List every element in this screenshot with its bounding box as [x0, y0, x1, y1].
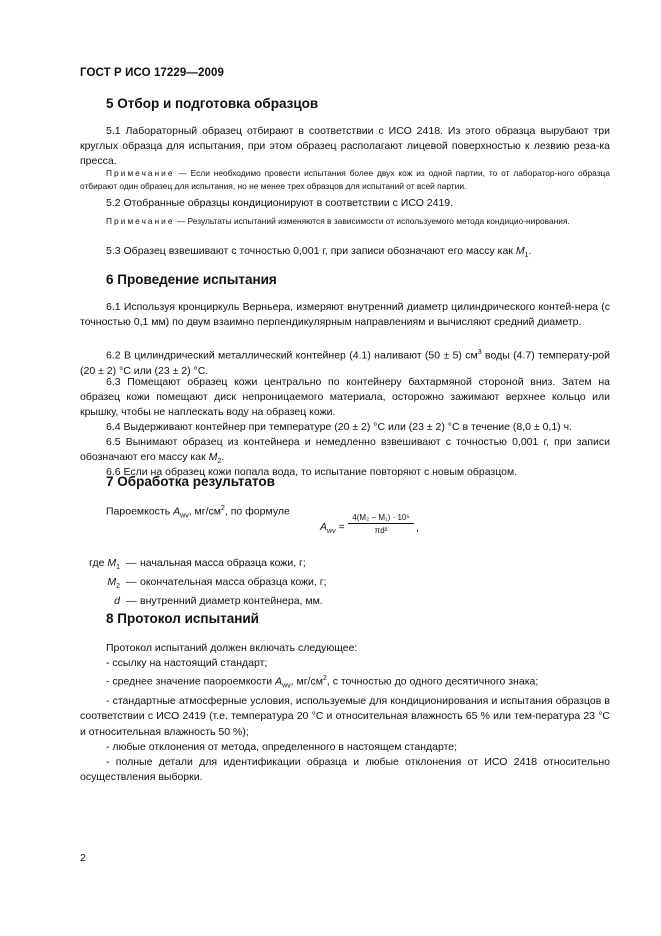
- item-text: , с точностью до одного десятичного знака;: [326, 675, 539, 688]
- section-6-title: 6 Проведение испытания: [106, 272, 277, 287]
- formula-fraction: [348, 513, 414, 535]
- symbol: M: [107, 557, 117, 569]
- dash: —: [126, 595, 137, 608]
- symbol-sub: 2: [116, 583, 120, 591]
- symbol: M: [107, 576, 117, 589]
- equals-sign: =: [335, 521, 345, 533]
- note-label: Примечание: [106, 168, 175, 178]
- para-6-6: 6.6 Если на образец кожи попала вода, то испытание повторяют с новым образцом.: [106, 466, 518, 478]
- where-prefix: где: [89, 557, 108, 569]
- superscript: 2: [220, 505, 225, 512]
- label-text: , мг/см: [188, 505, 221, 518]
- where-row: [60, 575, 327, 594]
- para-end: .: [221, 451, 225, 464]
- dash: —: [126, 576, 137, 589]
- para-text: 5.3 Образец взвешивают с точностью 0,001 г, при записи обозначают его массу как: [106, 245, 516, 257]
- symbol-A: A: [275, 675, 283, 688]
- para-text: 6.2 В цилиндрический металлический контейнер (4.1) наливают (50 ± 5) см: [106, 349, 478, 362]
- formula-comma: ,: [416, 522, 419, 534]
- symbol-M: M: [515, 245, 525, 257]
- note-text: — Результаты испытаний изменяются в зависимости от используемого метода кондицио-нирования.: [174, 216, 570, 226]
- fraction-denominator: πd²: [374, 526, 388, 535]
- para-6-3: 6.3 Помещают образец кожи центрально по контейнеру бахтармяной стороной вниз. Затем на образец кожи помещают диск непроницаемого материала, осторожно зажимают верхнее кольцо или крышку, чтобы не наплескать воду на образец кожи.: [80, 376, 610, 419]
- section-5-title: 5 Отбор и подготовка образцов: [106, 96, 319, 111]
- note-text: — Если необходимо провести испытания более двух кож из одной партии, то от лаборатор-ного образца отбирают один образец для испытания, но не менее трех образцов для испытаний от всей партии.: [80, 168, 610, 191]
- superscript: 2: [322, 675, 327, 683]
- symbol: d: [114, 595, 120, 608]
- note-label: Примечание: [106, 216, 175, 226]
- symbol-A: A: [320, 521, 328, 533]
- symbol-M: M: [208, 451, 218, 464]
- label-text: , по формуле: [224, 505, 290, 518]
- fraction-numerator: 4(M₂ − M₁) · 10⁵: [348, 513, 414, 524]
- list-item: - любые отклонения от метода, определенного в настоящем стандарте;: [106, 740, 458, 753]
- para-6-4: 6.4 Выдерживают контейнер при температуре (20 ± 2) °С или (23 ± 2) °С в течение (8,0 ± 0,1) ч.: [106, 421, 572, 433]
- list-intro: Протокол испытаний должен включать следующее:: [106, 642, 358, 654]
- list-item: [80, 671, 610, 694]
- symbol-sub: 1: [116, 564, 120, 572]
- symbol-sub: wv: [180, 512, 189, 520]
- where-block: [60, 556, 327, 613]
- symbol-sub: 1: [524, 252, 529, 260]
- note-5-2: [80, 215, 610, 228]
- where-desc: внутренний диаметр контейнера, мм.: [140, 595, 323, 608]
- para-6-2: [80, 345, 610, 379]
- section-8-title: 8 Протокол испытаний: [106, 611, 259, 626]
- dash: —: [126, 557, 137, 569]
- superscript: 3: [477, 349, 482, 356]
- list-item: - стандартные атмосферные условия, используемые для кондиционирования и испытания образцов в соответствии с ИСО 2419 (т.е. температура 20 °С и относительная влажность 65 % или тем-пература 23 °С и относительная влажность 50 %);: [80, 695, 610, 738]
- standard-header: ГОСТ Р ИСО 17229—2009: [80, 67, 225, 79]
- para-end: .: [528, 245, 532, 257]
- note-5-1: [80, 167, 610, 193]
- where-symbol: [60, 556, 126, 575]
- section-7-title: 7 Обработка результатов: [106, 474, 275, 489]
- symbol-sub: 2: [217, 458, 222, 466]
- para-5-2: 5.2 Отобранные образцы кондиционируют в соответствии с ИСО 2419.: [106, 197, 454, 209]
- item-text: , мг/см: [290, 675, 323, 688]
- para-text: воды (4.7) температу-рой (20 ± 2) °С или (23 ± 2) °С.: [80, 349, 611, 377]
- formula-label: [106, 505, 290, 520]
- where-desc: окончательная масса образца кожи, г;: [140, 576, 327, 589]
- label-text: Пароемкость: [106, 505, 174, 518]
- para-5-3: [80, 244, 610, 263]
- list-item: - полные детали для идентификации образца и любые отклонения от ИСО 2418 относительно осуществления выборки.: [80, 756, 610, 784]
- item-text: - среднее значение паороемкости: [106, 675, 276, 688]
- where-desc: начальная масса образца кожи, г;: [140, 557, 306, 569]
- para-text: 6.5 Вынимают образец из контейнера и немедленно взвешивают с точностью 0,001 г, при записи обозначают его массу как: [80, 436, 610, 464]
- symbol-sub: wv: [282, 683, 291, 690]
- para-5-1: 5.1 Лабораторный образец отбирают в соответствии с ИСО 2418. Из этого образца вырубают три круглых образца для испытания, при этом образец располагают лицевой поверхностью к лезвию реза-ка пресса.: [80, 125, 610, 168]
- where-row: [60, 556, 327, 575]
- symbol-sub: wv: [327, 528, 336, 536]
- formula-lhs: [320, 521, 345, 535]
- where-symbol: [60, 575, 126, 594]
- page-number: 2: [80, 852, 86, 864]
- list-item: - ссылку на настоящий стандарт;: [106, 657, 268, 670]
- protocol-list: [80, 641, 610, 785]
- para-6-1: 6.1 Используя кронциркуль Верньера, измеряют внутренний диаметр цилиндрического контей-нера (с точностью 0,1 мм) по двум взаимно перпендикулярным направлениям и вычисляют средний диаметр.: [80, 301, 610, 329]
- symbol-A: A: [173, 505, 181, 518]
